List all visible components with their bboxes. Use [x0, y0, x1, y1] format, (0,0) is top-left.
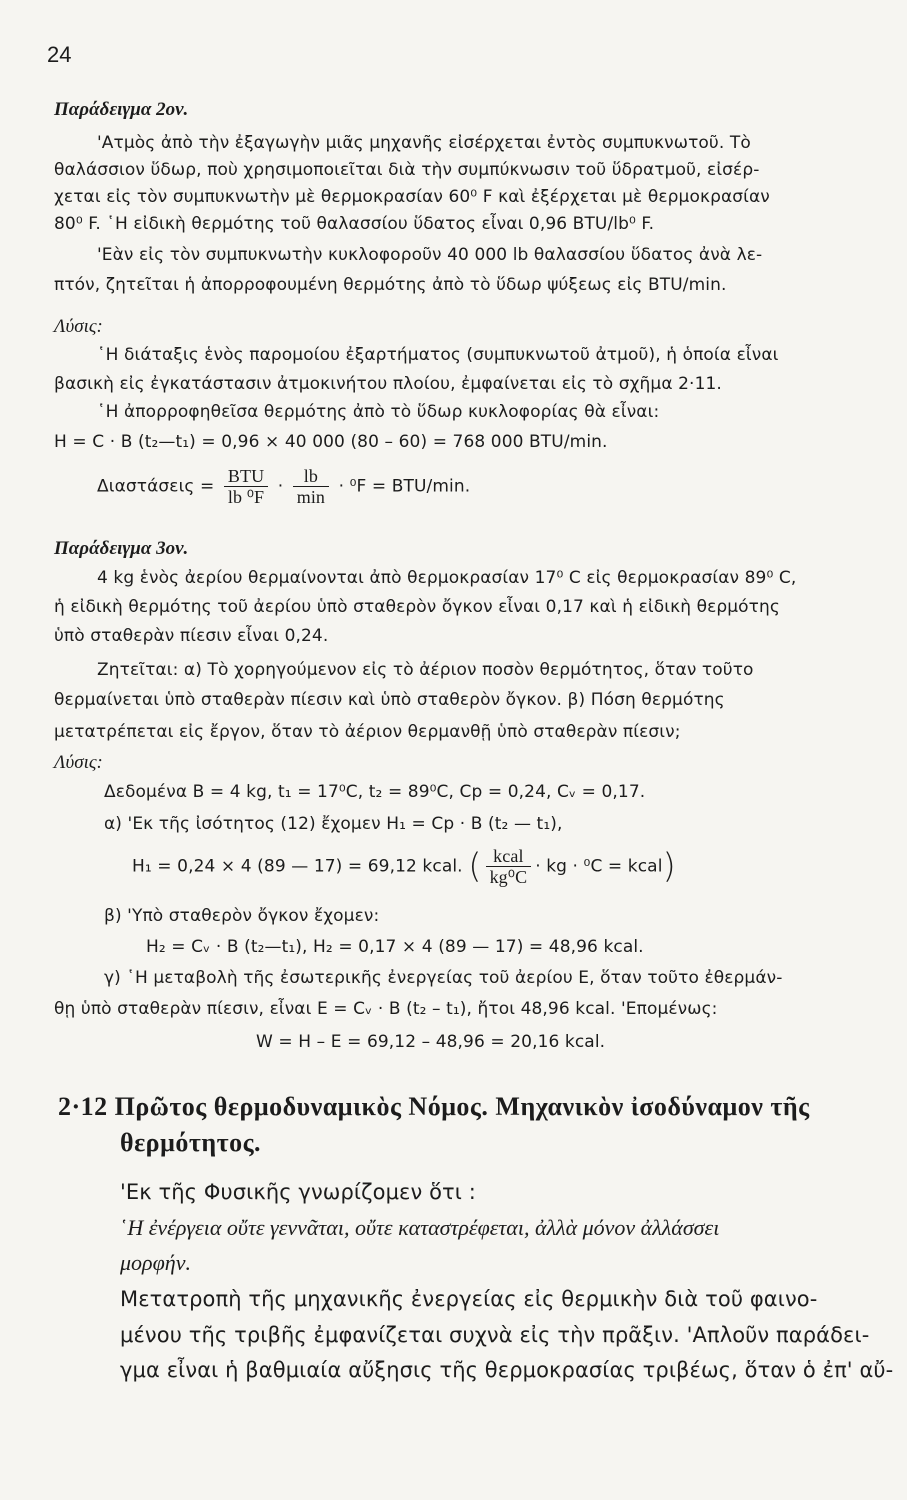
open-paren: (: [468, 846, 482, 887]
fraction-btu-lbf: [224, 466, 268, 507]
body-line: μένου τῆς τριβῆς ἐμφανίζεται συχνὰ εἰς τὴν πρᾶξιν. 'Απλοῦν παράδει-: [120, 1323, 870, 1347]
solution-label: Λύσις:: [54, 316, 103, 337]
body-line: γμα εἶναι ἡ βαθμιαία αὔξησις τῆς θερμοκρασίας τριβέως, ὅταν ὁ ἐπ' αὔ-: [120, 1358, 894, 1382]
text-line: χεται εἰς τὸν συμπυκνωτὴν μὲ θερμοκρασίαν 60⁰ F καὶ ἐξέρχεται μὲ θερμοκρασίαν: [54, 187, 770, 207]
close-paren: ): [662, 846, 676, 887]
text-line: γ) ῾Η μεταβολὴ τῆς ἐσωτερικῆς ἐνεργείας τοῦ ἀερίου E, ὅταν τοῦτο ἐθερμάν-: [104, 968, 783, 988]
fraction-denominator: min: [296, 487, 326, 507]
text-line: 'Εὰν εἰς τὸν συμπυκνωτὴν κυκλοφοροῦν 40 000 lb θαλασσίου ὕδατος ἀνὰ λε-: [97, 245, 763, 265]
section-heading: 2·12 Πρῶτος θερμοδυναμικὸς Νόμος. Μηχανικὸν ἰσοδύναμον τῆς: [58, 1092, 810, 1121]
w-equation: W = H – E = 69,12 – 48,96 = 20,16 kcal.: [256, 1032, 606, 1052]
example-3-title: Παράδειγμα 3ον.: [54, 538, 189, 559]
given-data-line: Δεδομένα B = 4 kg, t₁ = 17⁰C, t₂ = 89⁰C, Cp = 0,24, Cᵥ = 0,17.: [104, 782, 646, 802]
text-line: θῃ ὑπὸ σταθερὰν πίεσιν, εἶναι E = Cᵥ · B (t₂ – t₁), ἤτοι 48,96 kcal. 'Επομένως:: [54, 999, 718, 1019]
fraction-numerator: kcal: [486, 846, 532, 867]
body-line: Μετατροπὴ τῆς μηχανικῆς ἐνεργείας εἰς θερμικὴν διὰ τοῦ φαινο-: [120, 1287, 818, 1311]
example-2-title: Παράδειγμα 2ον.: [54, 99, 189, 120]
text-line: α) 'Εκ τῆς ἰσότητος (12) ἔχομεν H₁ = Cp · B (t₂ — t₁),: [104, 814, 563, 834]
text-line: θερμαίνεται ὑπὸ σταθερὰν πίεσιν καὶ ὑπὸ σταθερὸν ὄγκον. β) Πόση θερμότης: [54, 690, 725, 710]
text-line: μετατρέπεται εἰς ἔργον, ὅταν τὸ ἀέριον θερμανθῇ ὑπὸ σταθερὰν πίεσιν;: [54, 722, 681, 742]
fraction-lb-min: [293, 466, 329, 507]
text-line: ῾Η διάταξις ἑνὸς παρομοίου ἐξαρτήματος (συμπυκνωτοῦ ἀτμοῦ), ἡ ὁποία εἶναι: [97, 345, 779, 365]
fraction-denominator: kg⁰C: [489, 867, 528, 887]
fraction-numerator: BTU: [224, 466, 268, 487]
text-line: ἡ εἰδικὴ θερμότης τοῦ ἀερίου ὑπὸ σταθερὸν ὄγκον εἶναι 0,17 καὶ ἡ εἰδικὴ θερμότης: [54, 597, 780, 617]
solution-label: Λύσις:: [54, 752, 103, 773]
fraction-denominator: lb ⁰F: [227, 487, 265, 507]
text-line: 4 kg ἑνὸς ἀερίου θερμαίνονται ἀπὸ θερμοκρασίαν 17⁰ C εἰς θερμοκρασίαν 89⁰ C,: [97, 568, 797, 588]
text-line: 80⁰ F. ῾Η εἰδικὴ θερμότης τοῦ θαλασσίου ὕδατος εἶναι 0,96 BTU/lb⁰ F.: [54, 214, 655, 234]
dimensions-label: Διαστάσεις =: [97, 476, 215, 497]
h1-equation: [132, 846, 676, 887]
section-heading-cont: θερμότητος.: [120, 1128, 262, 1157]
text-line: 'Ατμὸς ἀπὸ τὴν ἐξαγωγὴν μιᾶς μηχανῆς εἰσέρχεται ἐντὸς συμπυκνωτοῦ. Τὸ: [97, 133, 751, 153]
h1-units-tail: · kg · ⁰C = kcal: [535, 856, 663, 877]
text-line: Ζητεῖται: α) Τὸ χορηγούμενον εἰς τὸ ἀέριον ποσὸν θερμότητος, ὅταν τοῦτο: [97, 660, 754, 680]
law-statement-cont: μορφήν.: [120, 1250, 191, 1275]
fraction-kcal-kgc: [486, 846, 532, 887]
law-statement: ῾Η ἐνέργεια οὔτε γεννᾶται, οὔτε καταστρέφεται, ἀλλὰ μόνον ἀλλάσσει: [120, 1215, 720, 1240]
page-number: 24: [47, 42, 72, 67]
text-line: ῾Η ἀπορροφηθεῖσα θερμότης ἀπὸ τὸ ὕδωρ κυκλοφορίας θὰ εἶναι:: [97, 402, 660, 422]
text-line: πτόν, ζητεῖται ἡ ἀπορροφουμένη θερμότης ἀπὸ τὸ ὕδωρ ψύξεως εἰς BTU/min.: [54, 275, 727, 295]
text-line: βασικὴ εἰς ἐγκατάστασιν ἀτμοκινήτου πλοίου, ἐμφαίνεται εἰς τὸ σχῆμα 2·11.: [54, 374, 722, 394]
h2-equation: H₂ = Cᵥ · B (t₂—t₁), H₂ = 0,17 × 4 (89 — 17) = 48,96 kcal.: [146, 937, 644, 957]
text-line: θαλάσσιον ὕδωρ, ποὺ χρησιμοποιεῖται διὰ τὴν συμπύκνωσιν τοῦ ὕδρατμοῦ, εἰσέρ-: [54, 160, 760, 180]
intro-line: 'Εκ τῆς Φυσικῆς γνωρίζομεν ὅτι :: [120, 1180, 476, 1204]
text-line: β) 'Υπὸ σταθερὸν ὄγκον ἔχομεν:: [104, 906, 380, 926]
dimensions-equation: Διαστάσεις = $\frac{\text{BTU}}{\text{lb ⁰F}}$ · $\frac{lb}{\min}$ · ⁰F = BTU/min.: [97, 466, 471, 507]
h1-expression: H₁ = 0,24 × 4 (89 — 17) = 69,12 kcal.: [132, 856, 463, 877]
dimensions-tail: · ⁰F = BTU/min.: [338, 476, 471, 497]
fraction-numerator: lb: [293, 466, 329, 487]
text-line: ὑπὸ σταθερὰν πίεσιν εἶναι 0,24.: [54, 626, 329, 646]
equation-line: H = C · B (t₂—t₁) = 0,96 × 40 000 (80 – 60) = 768 000 BTU/min.: [54, 432, 608, 452]
